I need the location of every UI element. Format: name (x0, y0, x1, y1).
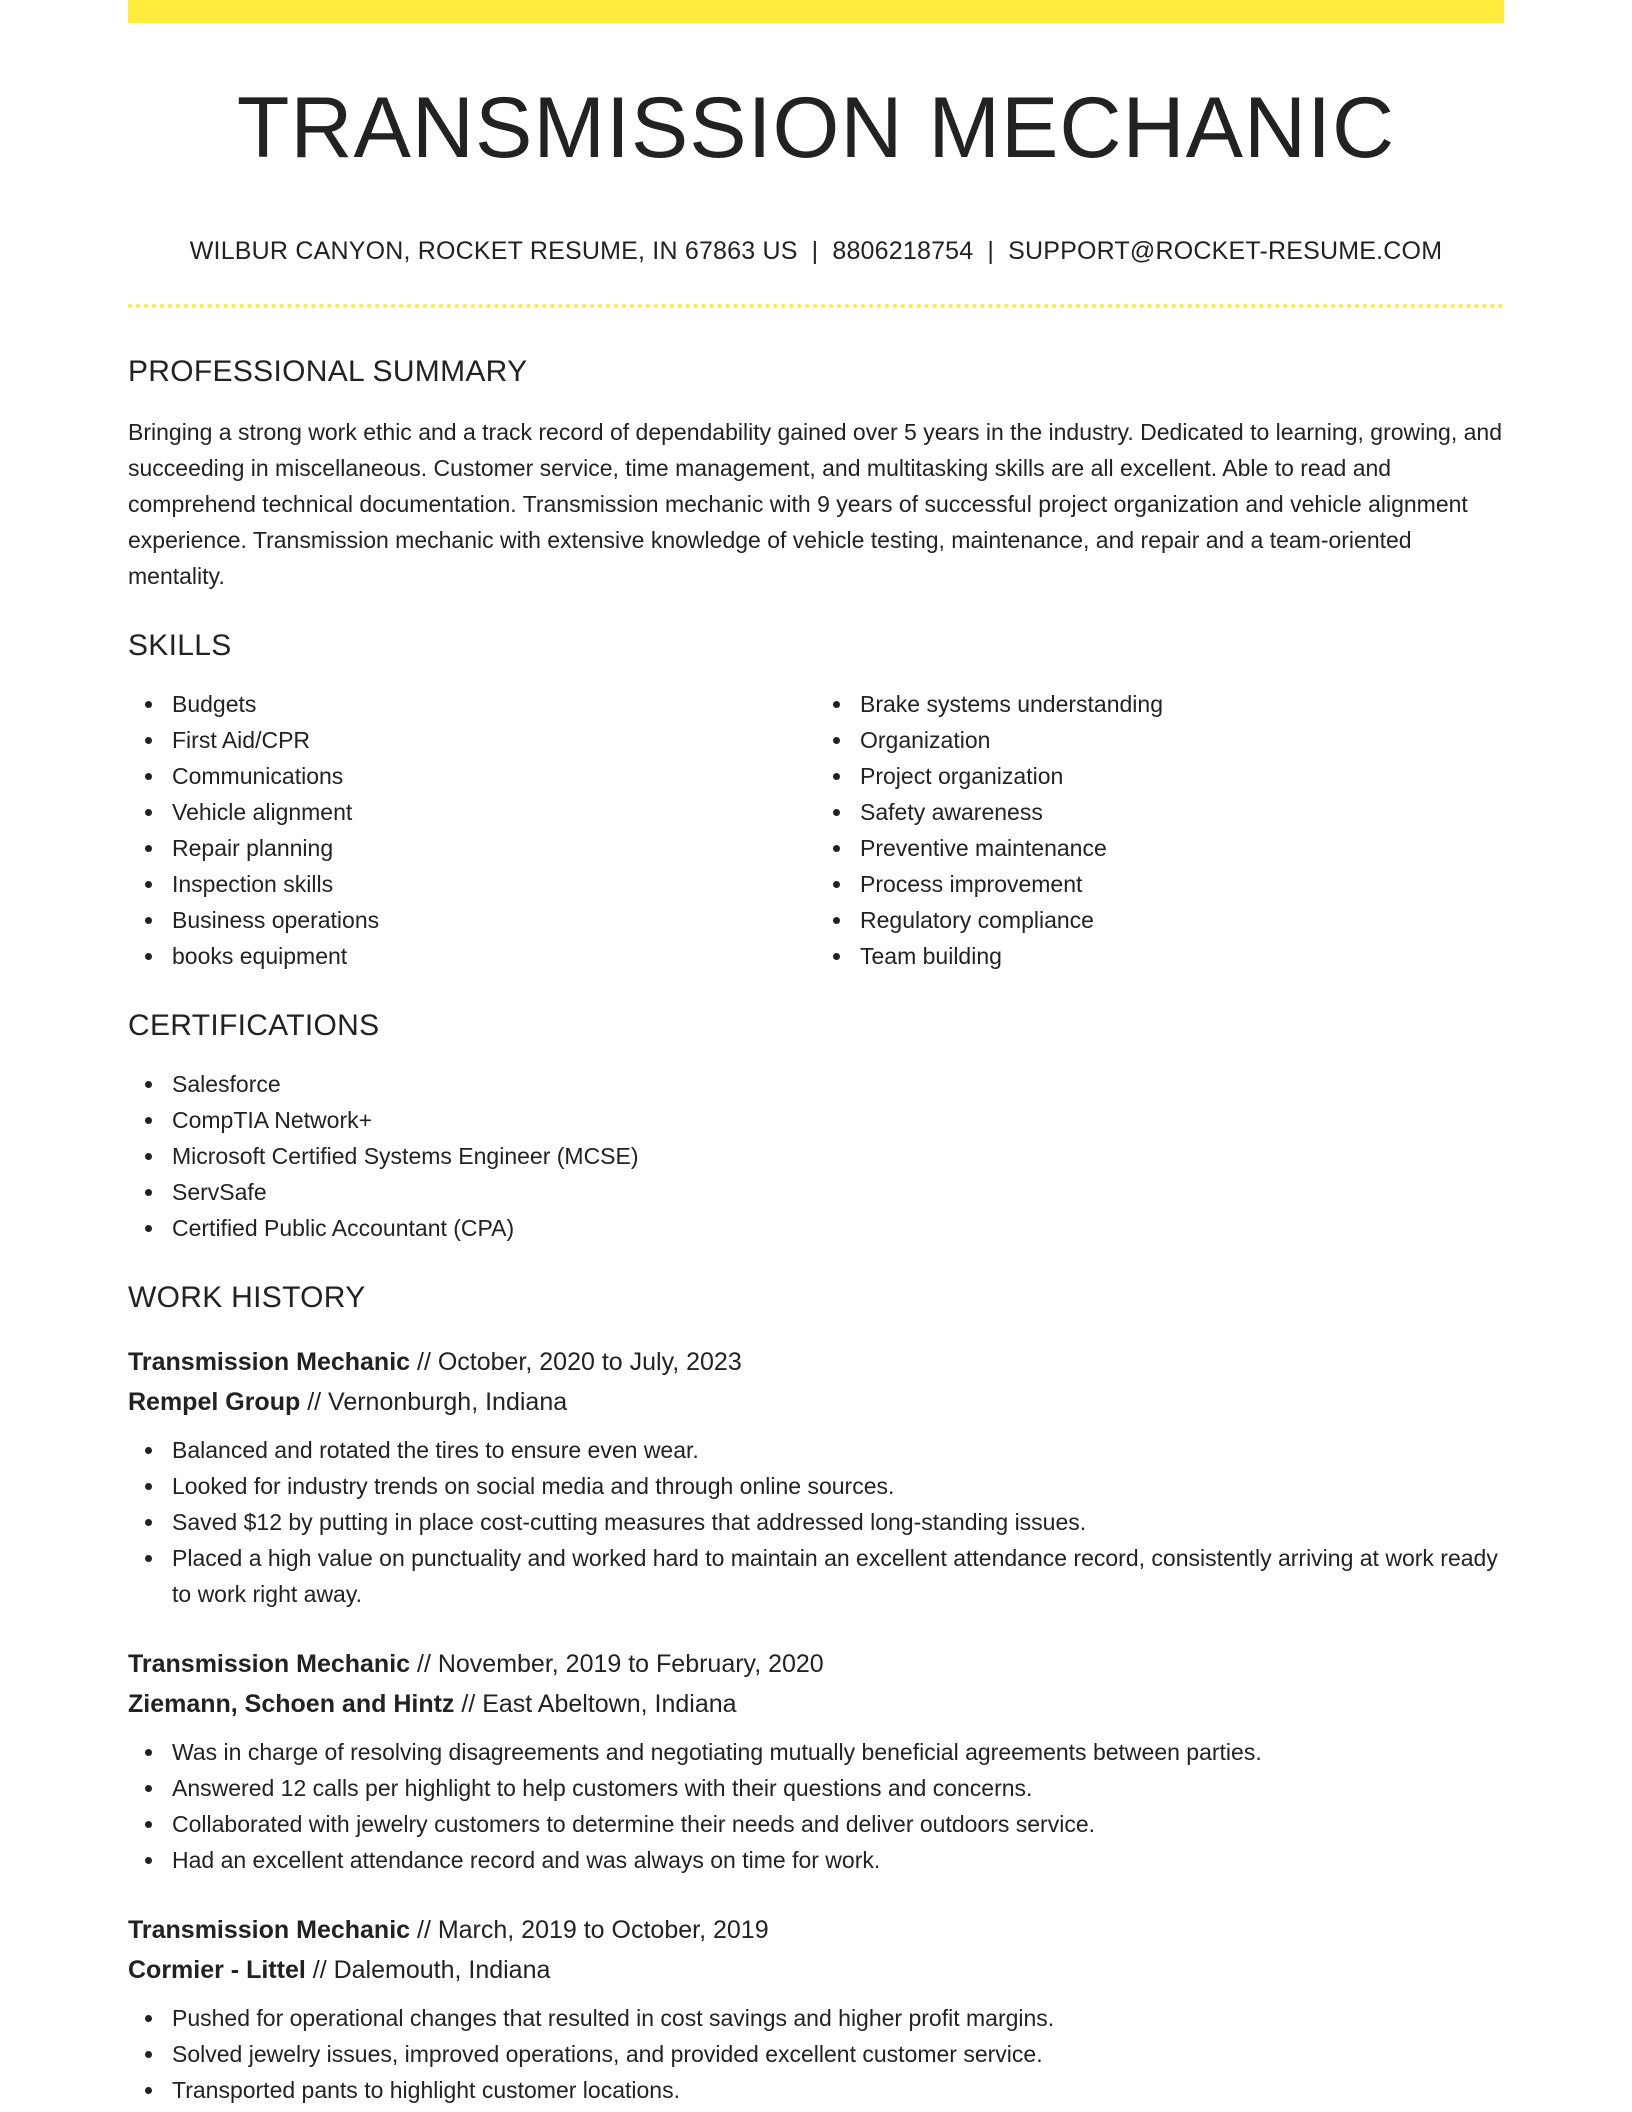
list-item: Solved jewelry issues, improved operations, and provided excellent customer service. (172, 2036, 1504, 2072)
job-dates: // October, 2020 to July, 2023 (410, 1348, 742, 1376)
job-company: Ziemann, Schoen and Hintz (128, 1690, 455, 1718)
top-accent-bar (128, 0, 1504, 23)
list-item: Saved $12 by putting in place cost-cutting measures that addressed long-standing issues. (172, 1504, 1504, 1540)
list-item: Project organization (860, 758, 1504, 794)
list-item: Regulatory compliance (860, 902, 1504, 938)
list-item: Balanced and rotated the tires to ensure even wear. (172, 1432, 1504, 1468)
job-company-line (128, 1684, 1504, 1724)
certifications-list (128, 1066, 1504, 1246)
list-item: Team building (860, 938, 1504, 974)
list-item: Pushed for operational changes that resulted in cost savings and higher profit margins. (172, 2000, 1504, 2036)
list-item: Collaborated with jewelry customers to determine their needs and deliver outdoors service. (172, 1806, 1504, 1842)
list-item: Process improvement (860, 866, 1504, 902)
list-item: Salesforce (172, 1066, 1504, 1102)
job-dates: // March, 2019 to October, 2019 (410, 1916, 769, 1944)
list-item: Business operations (172, 902, 816, 938)
job-company: Cormier - Littel (128, 1956, 306, 1984)
resume-title: TRANSMISSION MECHANIC (236, 80, 1396, 176)
skills-column-right (816, 686, 1504, 974)
list-item: CompTIA Network+ (172, 1102, 1504, 1138)
list-item: Brake systems understanding (860, 686, 1504, 722)
job-entry (128, 1342, 1504, 1612)
list-item: Budgets (172, 686, 816, 722)
job-bullets (128, 2000, 1504, 2108)
job-title-line (128, 1644, 1504, 1684)
certifications-heading: CERTIFICATIONS (128, 1009, 380, 1042)
skills-heading: SKILLS (128, 629, 232, 662)
dotted-divider (128, 304, 1504, 308)
job-bullets (128, 1734, 1504, 1878)
job-company-line (128, 1950, 1504, 1990)
list-item: Placed a high value on punctuality and worked hard to maintain an excellent attendance record, consistently arriving at work ready to work right away. (172, 1540, 1504, 1612)
list-item: ServSafe (172, 1174, 1504, 1210)
list-item: Inspection skills (172, 866, 816, 902)
summary-text: Bringing a strong work ethic and a track record of dependability gained over 5 years in the industry. Dedicated to learning, growing, and succeeding in miscellaneous. Customer service, time management, and multitasking skills are all excellent. Able to read and comprehend technical documentation. Transmission mechanic with 9 years of successful project organization and vehicle alignment experience. Transmission mechanic with extensive knowledge of vehicle testing, maintenance, and repair and a team-oriented mentality. (128, 419, 1502, 589)
contact-separator: | (987, 237, 995, 265)
job-entry (128, 1910, 1504, 2108)
list-item: Microsoft Certified Systems Engineer (MCSE) (172, 1138, 1504, 1174)
summary-heading: PROFESSIONAL SUMMARY (128, 355, 528, 388)
contact-line (128, 237, 1504, 266)
job-role: Transmission Mechanic (128, 1916, 411, 1944)
job-bullets (128, 1432, 1504, 1612)
list-item: Had an excellent attendance record and was always on time for work. (172, 1842, 1504, 1878)
list-item: Communications (172, 758, 816, 794)
work-history-heading: WORK HISTORY (128, 1281, 366, 1314)
contact-email[interactable]: SUPPORT@ROCKET-RESUME.COM (1008, 237, 1443, 265)
job-company: Rempel Group (128, 1388, 301, 1416)
list-item: Preventive maintenance (860, 830, 1504, 866)
skills-list (128, 686, 1504, 974)
job-company-line (128, 1382, 1504, 1422)
job-role: Transmission Mechanic (128, 1348, 411, 1376)
job-title-line (128, 1910, 1504, 1950)
list-item: Safety awareness (860, 794, 1504, 830)
list-item: First Aid/CPR (172, 722, 816, 758)
job-role: Transmission Mechanic (128, 1650, 411, 1678)
list-item: Organization (860, 722, 1504, 758)
list-item: Was in charge of resolving disagreements and negotiating mutually beneficial agreements between parties. (172, 1734, 1504, 1770)
job-location: // Dalemouth, Indiana (305, 1956, 551, 1984)
list-item: books equipment (172, 938, 816, 974)
contact-phone[interactable]: 8806218754 (832, 237, 974, 265)
job-title-line (128, 1342, 1504, 1382)
list-item: Looked for industry trends on social media and through online sources. (172, 1468, 1504, 1504)
skills-column-left (128, 686, 816, 974)
list-item: Transported pants to highlight customer locations. (172, 2072, 1504, 2108)
contact-separator: | (811, 237, 819, 265)
list-item: Answered 12 calls per highlight to help customers with their questions and concerns. (172, 1770, 1504, 1806)
list-item: Certified Public Accountant (CPA) (172, 1210, 1504, 1246)
contact-address: WILBUR CANYON, ROCKET RESUME, IN 67863 US (189, 237, 798, 265)
job-entry (128, 1644, 1504, 1878)
job-dates: // November, 2019 to February, 2020 (410, 1650, 824, 1678)
job-location: // Vernonburgh, Indiana (300, 1388, 568, 1416)
list-item: Vehicle alignment (172, 794, 816, 830)
job-location: // East Abeltown, Indiana (454, 1690, 737, 1718)
resume-page (128, 0, 1504, 2108)
list-item: Repair planning (172, 830, 816, 866)
